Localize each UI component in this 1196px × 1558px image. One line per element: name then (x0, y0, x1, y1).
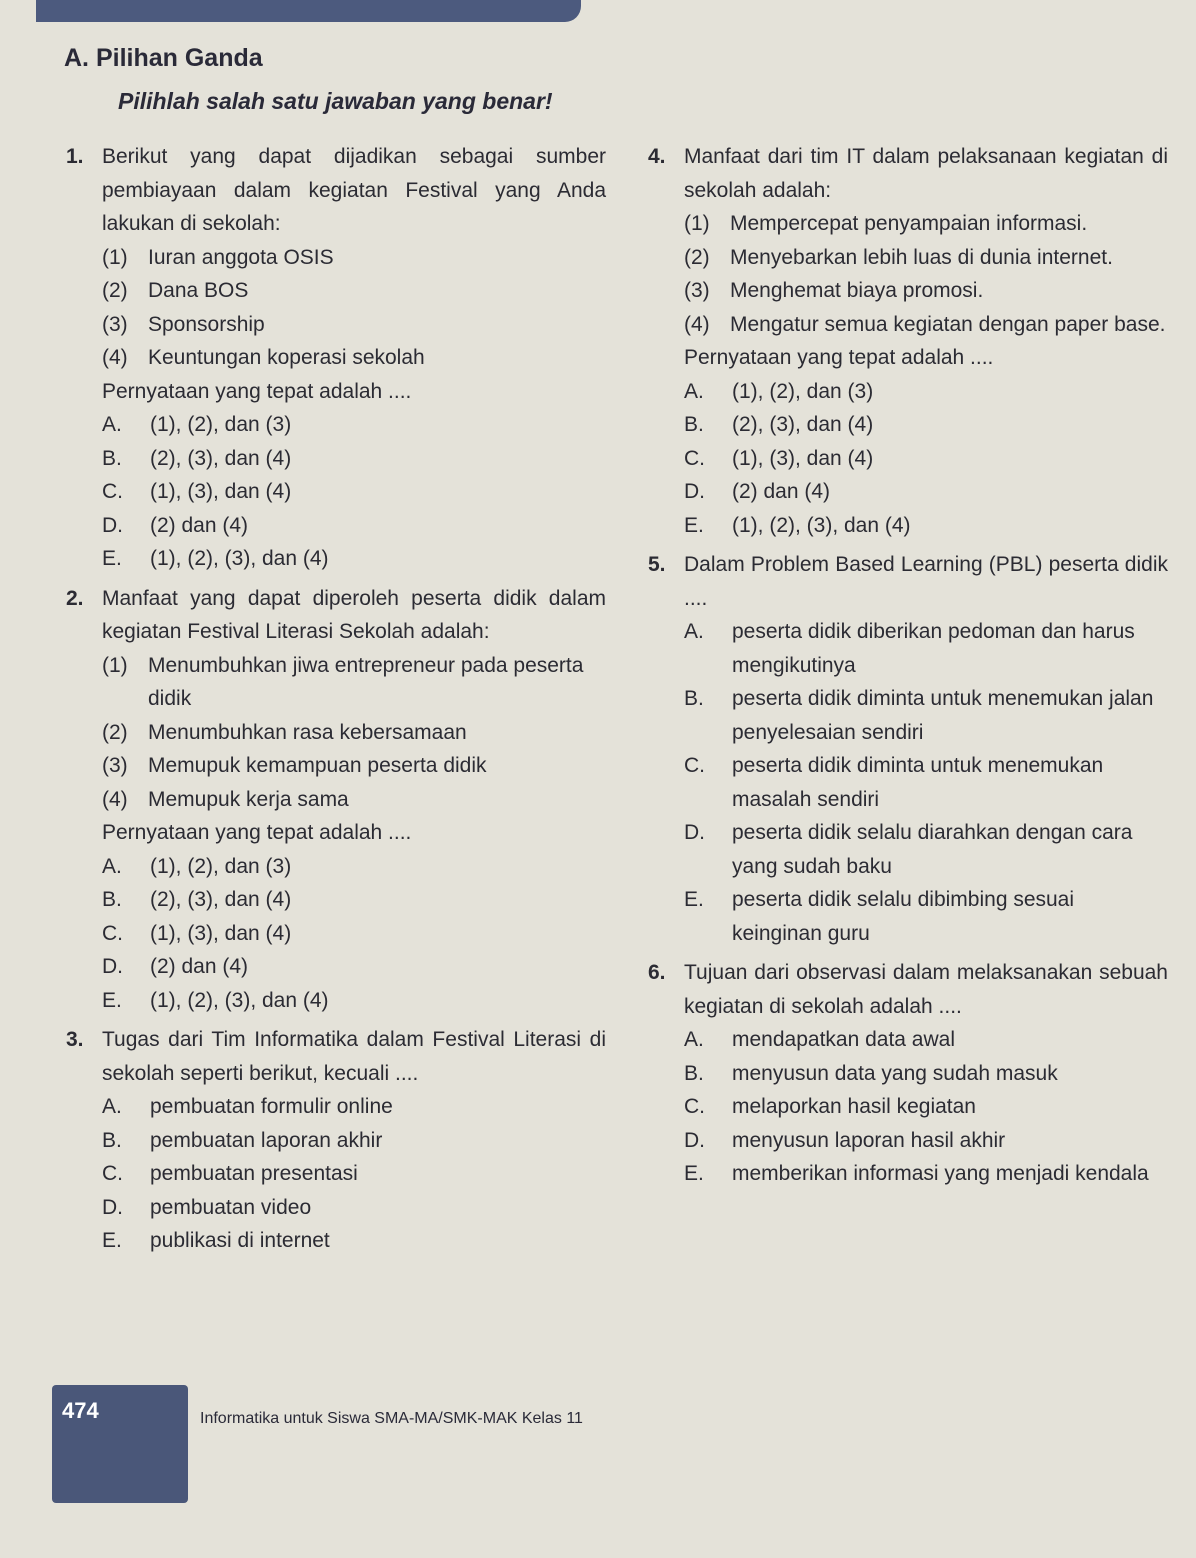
statement-item: (1) Menumbuhkan jiwa entrepreneur pada peserta didik (102, 653, 584, 710)
answer-option-b[interactable]: B. (2), (3), dan (4) (102, 888, 292, 911)
statement-item: (3) Menghemat biaya promosi. (684, 279, 984, 302)
answer-option-a[interactable]: A. pembuatan formulir online (102, 1095, 393, 1118)
top-decorative-bar (36, 0, 581, 22)
question-number: 4. (648, 145, 666, 168)
answer-option-b[interactable]: B. (2), (3), dan (4) (684, 413, 874, 436)
answer-option-a[interactable]: A. (1), (2), dan (3) (684, 379, 874, 403)
statement-item: (2) Dana BOS (102, 279, 249, 302)
left-column (66, 140, 606, 1264)
question-stem: Dalam Problem Based Learning (PBL) peserta didik .... (684, 553, 1168, 610)
section-instruction: Pilihlah salah satu jawaban yang benar! (118, 88, 553, 114)
answer-option-c[interactable]: C. (1), (3), dan (4) (102, 480, 292, 503)
statement-item: (1) Iuran anggota OSIS (102, 245, 334, 269)
answer-option-e[interactable]: E. (1), (2), (3), dan (4) (102, 547, 329, 570)
statement-prompt: Pernyataan yang tepat adalah .... (684, 346, 994, 369)
question-5 (648, 548, 1168, 950)
question-number: 6. (648, 961, 666, 984)
statement-item: (3) Sponsorship (102, 312, 265, 336)
question-number: 2. (66, 586, 84, 610)
question-2 (66, 582, 606, 1018)
answer-option-e[interactable]: E. (1), (2), (3), dan (4) (102, 988, 329, 1012)
statement-item: (3) Memupuk kemampuan peserta didik (102, 754, 487, 777)
statement-prompt: Pernyataan yang tepat adalah .... (102, 821, 412, 844)
question-stem: Tugas dari Tim Informatika dalam Festival Literasi di sekolah seperti berikut, kecuali .... (102, 1028, 606, 1085)
answer-option-d[interactable]: D. (2) dan (4) (102, 513, 249, 537)
answer-option-d[interactable]: D. peserta didik selalu diarahkan dengan cara yang sudah baku (684, 821, 1133, 878)
statement-item: (4) Mengatur semua kegiatan dengan paper base. (684, 312, 1166, 336)
answer-option-c[interactable]: C. pembuatan presentasi (102, 1162, 358, 1185)
answer-option-c[interactable]: C. melaporkan hasil kegiatan (684, 1095, 976, 1118)
question-4 (648, 140, 1168, 542)
page-number: 474 (62, 1398, 99, 1423)
statement-item: (1) Mempercepat penyampaian informasi. (684, 212, 1088, 235)
answer-option-c[interactable]: C. peserta didik diminta untuk menemukan masalah sendiri (684, 754, 1104, 811)
statement-prompt: Pernyataan yang tepat adalah .... (102, 379, 412, 403)
question-1 (66, 140, 606, 576)
question-number: 3. (66, 1028, 84, 1051)
answer-option-a[interactable]: A. peserta didik diberikan pedoman dan harus mengikutinya (684, 620, 1135, 677)
question-stem: Manfaat yang dapat diperoleh peserta didik dalam kegiatan Festival Literasi Sekolah adalah: (102, 586, 606, 643)
answer-option-a[interactable]: A. mendapatkan data awal (684, 1028, 955, 1051)
question-number: 1. (66, 145, 84, 168)
answer-option-e[interactable]: E. (1), (2), (3), dan (4) (684, 513, 911, 537)
answer-option-e[interactable]: E. publikasi di internet (102, 1229, 330, 1252)
answer-option-c[interactable]: C. (1), (3), dan (4) (684, 446, 874, 470)
question-3 (66, 1023, 606, 1258)
statement-item: (2) Menumbuhkan rasa kebersamaan (102, 720, 467, 744)
answer-option-d[interactable]: D. menyusun laporan hasil akhir (684, 1128, 1006, 1152)
section-title: A. Pilihan Ganda (64, 44, 263, 72)
answer-option-d[interactable]: D. (2) dan (4) (684, 480, 831, 503)
answer-option-a[interactable]: A. (1), (2), dan (3) (102, 854, 292, 878)
answer-option-b[interactable]: B. pembuatan laporan akhir (102, 1128, 383, 1152)
question-stem: Berikut yang dapat dijadikan sebagai sumber pembiayaan dalam kegiatan Festival yang Anda lakukan di sekolah: (102, 145, 606, 235)
answer-option-c[interactable]: C. (1), (3), dan (4) (102, 921, 292, 945)
question-stem: Tujuan dari observasi dalam melaksanakan sebuah kegiatan di sekolah adalah .... (684, 961, 1168, 1018)
statement-item: (4) Keuntungan koperasi sekolah (102, 346, 425, 369)
answer-option-b[interactable]: B. peserta didik diminta untuk menemukan jalan penyelesaian sendiri (684, 687, 1154, 744)
answer-option-b[interactable]: B. (2), (3), dan (4) (102, 446, 292, 470)
answer-option-e[interactable]: E. memberikan informasi yang menjadi kendala (684, 1162, 1149, 1185)
answer-option-d[interactable]: D. pembuatan video (102, 1195, 312, 1219)
answer-option-e[interactable]: E. peserta didik selalu dibimbing sesuai keinginan guru (684, 888, 1075, 945)
answer-option-d[interactable]: D. (2) dan (4) (102, 955, 249, 978)
statement-item: (2) Menyebarkan lebih luas di dunia internet. (684, 245, 1113, 269)
question-6 (648, 956, 1168, 1191)
statement-item: (4) Memupuk kerja sama (102, 787, 349, 811)
answer-option-b[interactable]: B. menyusun data yang sudah masuk (684, 1061, 1058, 1085)
answer-option-a[interactable]: A. (1), (2), dan (3) (102, 413, 292, 436)
right-column (648, 140, 1168, 1197)
question-number: 5. (648, 553, 666, 576)
question-stem: Manfaat dari tim IT dalam pelaksanaan kegiatan di sekolah adalah: (684, 145, 1168, 202)
book-title: Informatika untuk Siswa SMA-MA/SMK-MAK Kelas 11 (200, 1410, 583, 1427)
